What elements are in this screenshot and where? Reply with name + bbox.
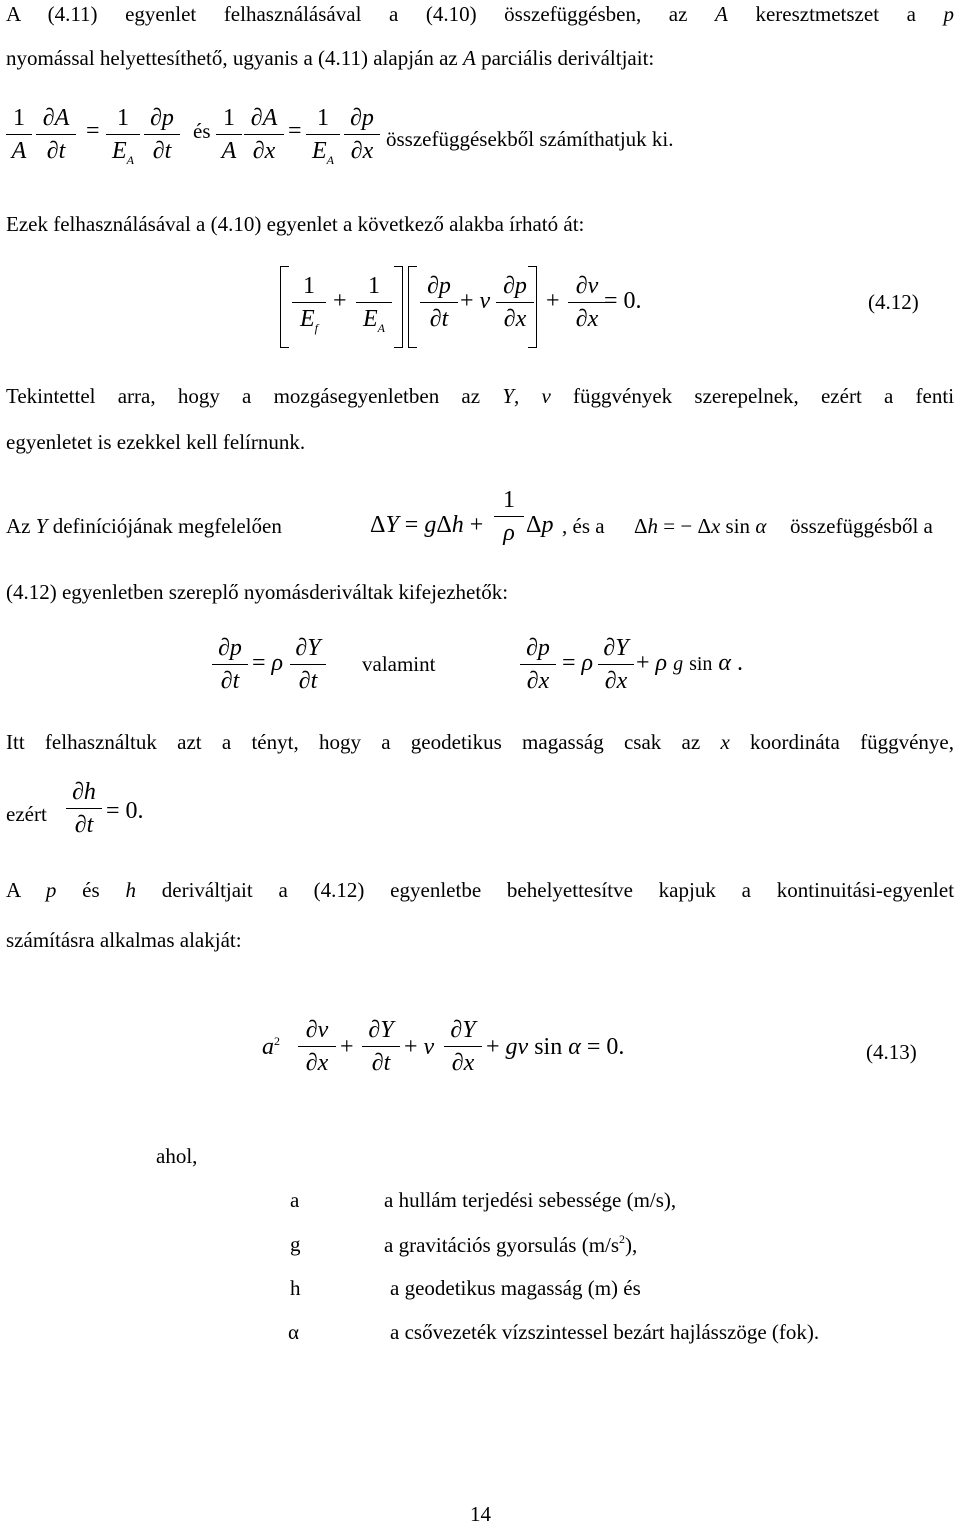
definition-symbol: a xyxy=(290,1188,300,1212)
paragraph-4-line-2: (4.12) egyenletben szereplő nyomásderiváltak kifejezhetők: xyxy=(6,580,509,604)
definition-symbol: h xyxy=(290,1276,301,1300)
equation-4-12-label: (4.12) xyxy=(868,290,919,314)
definition-text: a gravitációs gyorsulás $(m/s^2)$, xyxy=(384,1232,638,1257)
definition-text: a geodetikus magasság (m) és xyxy=(390,1276,641,1300)
paragraph-6-line-2: számításra alkalmas alakját: xyxy=(6,928,242,952)
paragraph-5-line-1: Itt felhasználtuk azt a tényt, hogy a geodetikus magasság csak az x koordináta függvénye, xyxy=(6,730,954,754)
paragraph-2: Ezek felhasználásával a (4.10) egyenlet a következő alakba írható át: xyxy=(6,212,585,236)
paragraph-6-line-1: A p és h deriváltjait a (4.12) egyenletbe behelyettesítve kapjuk a kontinuitási-egyenlet xyxy=(6,878,955,902)
equation-4-13-label: (4.13) xyxy=(866,1040,917,1064)
valamint-text: valamint xyxy=(362,652,436,676)
equation-1-tail-text: összefüggésekből számíthatjuk ki. xyxy=(386,127,674,151)
es-conjunction: és xyxy=(193,119,211,143)
ahol-label: ahol, xyxy=(156,1144,198,1168)
definition-text: a hullám terjedési sebessége (m/s), xyxy=(384,1188,677,1212)
paragraph-1-line-2: nyomással helyettesíthető, ugyanis a (4.11) alapján az A parciális deriváltjait: xyxy=(6,46,655,70)
paragraph-1-line-1: A (4.11) egyenlet felhasználásával a (4.10) összefüggésben, az A keresztmetszet a p xyxy=(6,2,955,26)
definition-text: a csővezeték vízszintessel bezárt hajlásszöge (fok). xyxy=(390,1320,820,1344)
definition-symbol: g xyxy=(290,1232,301,1256)
definition-symbol: α xyxy=(288,1320,300,1344)
paragraph-3-line-1: Tekintettel arra, hogy a mozgásegyenletben az Y, v függvények szerepelnek, ezért a fenti xyxy=(6,384,955,408)
paragraph-3-line-2: egyenletet is ezekkel kell felírnunk. xyxy=(6,430,306,454)
page-number: 14 xyxy=(470,1502,491,1526)
